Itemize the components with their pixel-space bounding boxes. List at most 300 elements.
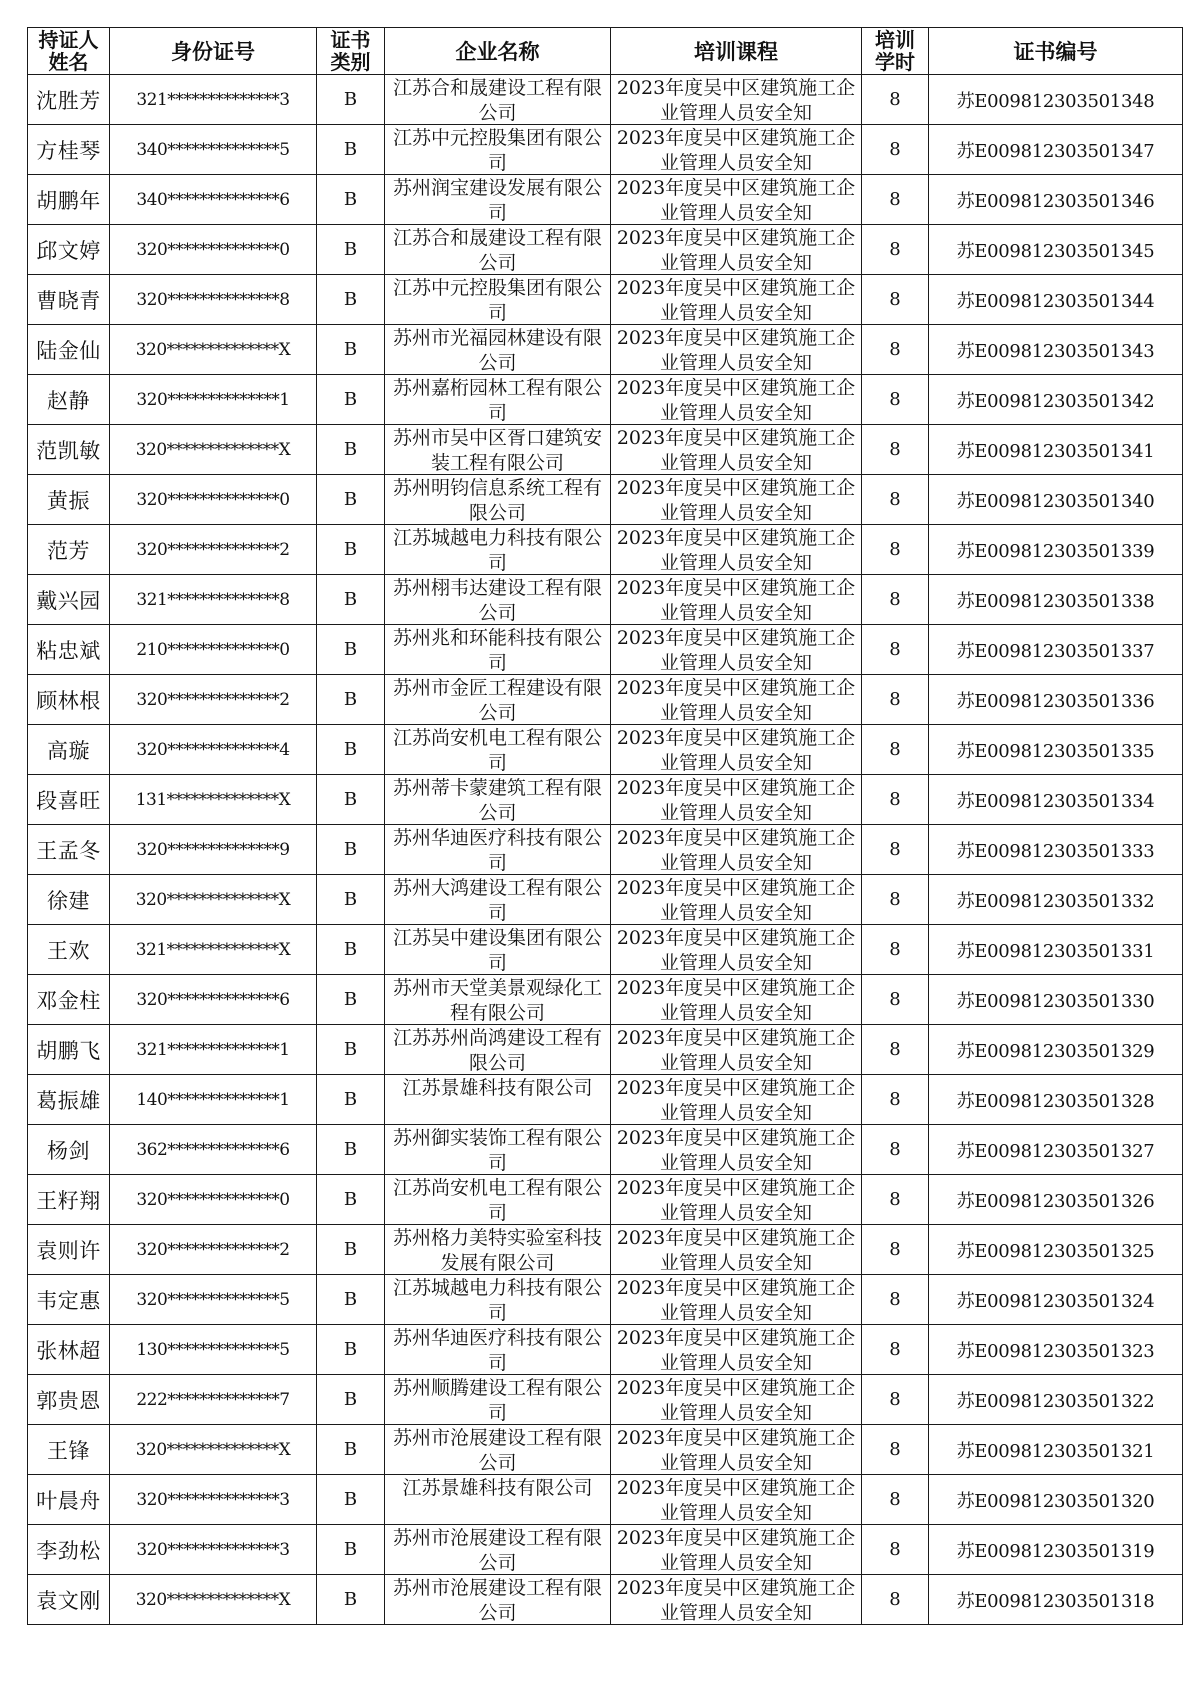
company-cell-wrap xyxy=(385,425,610,474)
holder-name-cell: 方桂琴 xyxy=(28,125,110,175)
company-cell-text: 苏州市金匠工程建设有限公司 xyxy=(392,677,602,724)
id-number-cell: 321**************3 xyxy=(110,75,317,125)
certificate-roster-sheet xyxy=(27,27,1182,1625)
company-cell xyxy=(385,975,611,1025)
course-cell-text: 2023年度吴中区建筑施工企业管理人员安全知 xyxy=(616,277,856,324)
company-cell-text: 江苏尚安机电工程有限公司 xyxy=(392,727,602,774)
cert-number-cell: 苏E009812303501346 xyxy=(929,175,1183,225)
course-cell-wrap xyxy=(611,75,861,124)
course-cell-text: 2023年度吴中区建筑施工企业管理人员安全知 xyxy=(616,127,856,174)
holder-name-cell: 王孟冬 xyxy=(28,825,110,875)
course-cell-wrap xyxy=(611,975,861,1024)
company-cell xyxy=(385,925,611,975)
id-number-cell: 320**************2 xyxy=(110,1225,317,1275)
hours-cell: 8 xyxy=(862,425,929,475)
course-cell xyxy=(611,925,862,975)
header-holder-name-line1: 持证人 xyxy=(38,28,99,52)
table-row xyxy=(28,325,1183,375)
cert-number-cell: 苏E009812303501332 xyxy=(929,875,1183,925)
company-cell-text: 江苏尚安机电工程有限公司 xyxy=(392,1177,602,1224)
company-cell xyxy=(385,1175,611,1225)
table-body xyxy=(28,75,1183,1625)
table-row xyxy=(28,75,1183,125)
company-cell-text: 江苏景雄科技有限公司 xyxy=(402,1477,593,1499)
id-number-cell: 320**************X xyxy=(110,425,317,475)
cert-type-cell: B xyxy=(317,875,385,925)
course-cell-text: 2023年度吴中区建筑施工企业管理人员安全知 xyxy=(616,477,856,524)
company-cell-text: 苏州润宝建设发展有限公司 xyxy=(392,177,602,224)
cert-type-cell: B xyxy=(317,475,385,525)
course-cell-text: 2023年度吴中区建筑施工企业管理人员安全知 xyxy=(616,1377,856,1424)
cert-type-cell: B xyxy=(317,275,385,325)
course-cell xyxy=(611,1475,862,1525)
hours-cell: 8 xyxy=(862,725,929,775)
course-cell-text: 2023年度吴中区建筑施工企业管理人员安全知 xyxy=(616,1177,856,1224)
company-cell-wrap xyxy=(385,275,610,324)
company-cell xyxy=(385,275,611,325)
id-number-cell: 320**************4 xyxy=(110,725,317,775)
course-cell-text: 2023年度吴中区建筑施工企业管理人员安全知 xyxy=(616,1577,856,1624)
cert-type-cell: B xyxy=(317,125,385,175)
holder-name-cell: 胡鹏年 xyxy=(28,175,110,225)
table-row xyxy=(28,1325,1183,1375)
company-cell-text: 苏州市光福园林建设有限公司 xyxy=(392,327,602,374)
holder-name-cell: 范凯敏 xyxy=(28,425,110,475)
cert-type-cell: B xyxy=(317,1525,385,1575)
holder-name-cell: 张林超 xyxy=(28,1325,110,1375)
company-cell-wrap xyxy=(385,1525,610,1574)
course-cell-text: 2023年度吴中区建筑施工企业管理人员安全知 xyxy=(616,827,856,874)
cert-type-cell: B xyxy=(317,825,385,875)
course-cell-wrap xyxy=(611,325,861,374)
holder-name-cell: 赵静 xyxy=(28,375,110,425)
table-row xyxy=(28,375,1183,425)
hours-cell: 8 xyxy=(862,1125,929,1175)
header-company: 企业名称 xyxy=(385,28,611,75)
holder-name-cell: 陆金仙 xyxy=(28,325,110,375)
hours-cell: 8 xyxy=(862,175,929,225)
company-cell xyxy=(385,1425,611,1475)
cert-type-cell: B xyxy=(317,1325,385,1375)
course-cell-text: 2023年度吴中区建筑施工企业管理人员安全知 xyxy=(616,977,856,1024)
hours-cell: 8 xyxy=(862,1325,929,1375)
cert-type-cell: B xyxy=(317,1225,385,1275)
course-cell-text: 2023年度吴中区建筑施工企业管理人员安全知 xyxy=(616,1077,856,1124)
company-cell-wrap xyxy=(385,575,610,624)
company-cell-wrap xyxy=(385,325,610,374)
company-cell-text: 苏州市天堂美景观绿化工程有限公司 xyxy=(392,977,602,1024)
company-cell-wrap xyxy=(385,375,610,424)
id-number-cell: 320**************8 xyxy=(110,275,317,325)
hours-cell: 8 xyxy=(862,875,929,925)
id-number-cell: 321**************1 xyxy=(110,1025,317,1075)
course-cell-wrap xyxy=(611,1475,861,1524)
course-cell xyxy=(611,425,862,475)
course-cell xyxy=(611,525,862,575)
company-cell-wrap xyxy=(385,725,610,774)
header-hours xyxy=(862,28,929,75)
header-holder-name xyxy=(28,28,110,75)
course-cell xyxy=(611,975,862,1025)
cert-number-cell: 苏E009812303501341 xyxy=(929,425,1183,475)
company-cell-wrap xyxy=(385,225,610,274)
cert-type-cell: B xyxy=(317,375,385,425)
id-number-cell: 340**************5 xyxy=(110,125,317,175)
company-cell-text: 苏州市沧展建设工程有限公司 xyxy=(392,1427,602,1474)
cert-type-cell: B xyxy=(317,425,385,475)
hours-cell: 8 xyxy=(862,1425,929,1475)
company-cell-wrap xyxy=(385,1425,610,1474)
table-row xyxy=(28,575,1183,625)
company-cell-text: 苏州格力美特实验室科技发展有限公司 xyxy=(392,1227,602,1274)
holder-name-cell: 徐建 xyxy=(28,875,110,925)
course-cell-text: 2023年度吴中区建筑施工企业管理人员安全知 xyxy=(616,1277,856,1324)
course-cell xyxy=(611,625,862,675)
cert-number-cell: 苏E009812303501335 xyxy=(929,725,1183,775)
company-cell-wrap xyxy=(385,1075,610,1124)
course-cell-text: 2023年度吴中区建筑施工企业管理人员安全知 xyxy=(616,377,856,424)
cert-type-cell: B xyxy=(317,1075,385,1125)
cert-number-cell: 苏E009812303501348 xyxy=(929,75,1183,125)
company-cell-wrap xyxy=(385,825,610,874)
id-number-cell: 320**************X xyxy=(110,875,317,925)
header-cert-type xyxy=(317,28,385,75)
company-cell-wrap xyxy=(385,975,610,1024)
hours-cell: 8 xyxy=(862,625,929,675)
course-cell-text: 2023年度吴中区建筑施工企业管理人员安全知 xyxy=(616,227,856,274)
id-number-cell: 320**************X xyxy=(110,1575,317,1625)
hours-cell: 8 xyxy=(862,675,929,725)
cert-number-cell: 苏E009812303501322 xyxy=(929,1375,1183,1425)
cert-type-cell: B xyxy=(317,575,385,625)
holder-name-cell: 范芳 xyxy=(28,525,110,575)
company-cell-wrap xyxy=(385,1225,610,1274)
company-cell xyxy=(385,775,611,825)
holder-name-cell: 袁则许 xyxy=(28,1225,110,1275)
id-number-cell: 320**************3 xyxy=(110,1525,317,1575)
cert-type-cell: B xyxy=(317,525,385,575)
course-cell-wrap xyxy=(611,425,861,474)
holder-name-cell: 郭贵恩 xyxy=(28,1375,110,1425)
course-cell-wrap xyxy=(611,1025,861,1074)
cert-number-cell: 苏E009812303501327 xyxy=(929,1125,1183,1175)
table-row xyxy=(28,1475,1183,1525)
hours-cell: 8 xyxy=(862,1525,929,1575)
course-cell-text: 2023年度吴中区建筑施工企业管理人员安全知 xyxy=(616,1477,856,1524)
cert-number-cell: 苏E009812303501333 xyxy=(929,825,1183,875)
cert-type-cell: B xyxy=(317,325,385,375)
course-cell xyxy=(611,1125,862,1175)
company-cell-text: 苏州蒂卡蒙建筑工程有限公司 xyxy=(392,777,602,824)
id-number-cell: 130**************5 xyxy=(110,1325,317,1375)
company-cell-wrap xyxy=(385,1575,610,1624)
cert-number-cell: 苏E009812303501342 xyxy=(929,375,1183,425)
course-cell-wrap xyxy=(611,575,861,624)
course-cell-text: 2023年度吴中区建筑施工企业管理人员安全知 xyxy=(616,427,856,474)
header-course: 培训课程 xyxy=(611,28,862,75)
table-row xyxy=(28,1375,1183,1425)
course-cell-wrap xyxy=(611,775,861,824)
cert-type-cell: B xyxy=(317,625,385,675)
hours-cell: 8 xyxy=(862,325,929,375)
header-hours-line1: 培训 xyxy=(875,28,915,52)
cert-number-cell: 苏E009812303501340 xyxy=(929,475,1183,525)
table-row xyxy=(28,675,1183,725)
cert-type-cell: B xyxy=(317,1125,385,1175)
company-cell-wrap xyxy=(385,525,610,574)
course-cell-wrap xyxy=(611,1275,861,1324)
company-cell xyxy=(385,1475,611,1525)
course-cell-text: 2023年度吴中区建筑施工企业管理人员安全知 xyxy=(616,627,856,674)
course-cell xyxy=(611,725,862,775)
holder-name-cell: 顾林根 xyxy=(28,675,110,725)
table-row xyxy=(28,825,1183,875)
id-number-cell: 210**************0 xyxy=(110,625,317,675)
holder-name-cell: 王锋 xyxy=(28,1425,110,1475)
table-row xyxy=(28,1025,1183,1075)
course-cell-wrap xyxy=(611,1225,861,1274)
company-cell xyxy=(385,125,611,175)
company-cell xyxy=(385,1325,611,1375)
cert-number-cell: 苏E009812303501328 xyxy=(929,1075,1183,1125)
id-number-cell: 320**************X xyxy=(110,325,317,375)
course-cell xyxy=(611,1375,862,1425)
cert-number-cell: 苏E009812303501344 xyxy=(929,275,1183,325)
company-cell-wrap xyxy=(385,1125,610,1174)
course-cell-text: 2023年度吴中区建筑施工企业管理人员安全知 xyxy=(616,327,856,374)
course-cell xyxy=(611,875,862,925)
course-cell xyxy=(611,275,862,325)
company-cell xyxy=(385,1375,611,1425)
course-cell-text: 2023年度吴中区建筑施工企业管理人员安全知 xyxy=(616,1027,856,1074)
table-row xyxy=(28,875,1183,925)
company-cell-text: 江苏苏州尚鸿建设工程有限公司 xyxy=(392,1027,602,1074)
header-row xyxy=(28,28,1183,75)
table-row xyxy=(28,525,1183,575)
hours-cell: 8 xyxy=(862,1175,929,1225)
course-cell xyxy=(611,175,862,225)
company-cell-text: 苏州嘉桁园林工程有限公司 xyxy=(392,377,602,424)
holder-name-cell: 沈胜芳 xyxy=(28,75,110,125)
course-cell-text: 2023年度吴中区建筑施工企业管理人员安全知 xyxy=(616,1227,856,1274)
course-cell-text: 2023年度吴中区建筑施工企业管理人员安全知 xyxy=(616,577,856,624)
company-cell xyxy=(385,875,611,925)
company-cell-wrap xyxy=(385,75,610,124)
course-cell xyxy=(611,75,862,125)
table-header xyxy=(28,28,1183,75)
course-cell-text: 2023年度吴中区建筑施工企业管理人员安全知 xyxy=(616,527,856,574)
course-cell xyxy=(611,1025,862,1075)
company-cell-wrap xyxy=(385,125,610,174)
cert-number-cell: 苏E009812303501330 xyxy=(929,975,1183,1025)
id-number-cell: 131**************X xyxy=(110,775,317,825)
table-row xyxy=(28,125,1183,175)
course-cell-wrap xyxy=(611,1175,861,1224)
course-cell-wrap xyxy=(611,825,861,874)
header-id-number: 身份证号 xyxy=(110,28,317,75)
course-cell-wrap xyxy=(611,1125,861,1174)
id-number-cell: 320**************2 xyxy=(110,675,317,725)
id-number-cell: 320**************0 xyxy=(110,1175,317,1225)
company-cell-text: 江苏城越电力科技有限公司 xyxy=(392,527,602,574)
cert-number-cell: 苏E009812303501320 xyxy=(929,1475,1183,1525)
cert-number-cell: 苏E009812303501325 xyxy=(929,1225,1183,1275)
cert-number-cell: 苏E009812303501336 xyxy=(929,675,1183,725)
company-cell xyxy=(385,625,611,675)
cert-number-cell: 苏E009812303501345 xyxy=(929,225,1183,275)
header-cert-type-line1: 证书 xyxy=(330,28,371,52)
company-cell-text: 苏州明钧信息系统工程有限公司 xyxy=(392,477,602,524)
header-cert-type-line2: 类别 xyxy=(330,50,371,74)
company-cell-text: 苏州市沧展建设工程有限公司 xyxy=(392,1577,602,1624)
company-cell-text: 苏州栩韦达建设工程有限公司 xyxy=(392,577,602,624)
cert-type-cell: B xyxy=(317,75,385,125)
course-cell-wrap xyxy=(611,875,861,924)
company-cell-wrap xyxy=(385,1325,610,1374)
course-cell xyxy=(611,825,862,875)
course-cell-text: 2023年度吴中区建筑施工企业管理人员安全知 xyxy=(616,1127,856,1174)
course-cell xyxy=(611,1575,862,1625)
course-cell-wrap xyxy=(611,925,861,974)
company-cell-text: 江苏合和晟建设工程有限公司 xyxy=(392,227,602,274)
company-cell-text: 苏州华迪医疗科技有限公司 xyxy=(392,827,602,874)
course-cell-wrap xyxy=(611,1325,861,1374)
company-cell-text: 江苏景雄科技有限公司 xyxy=(402,1077,593,1099)
cert-type-cell: B xyxy=(317,1575,385,1625)
table-row xyxy=(28,1425,1183,1475)
table-row xyxy=(28,975,1183,1025)
hours-cell: 8 xyxy=(862,975,929,1025)
company-cell xyxy=(385,725,611,775)
course-cell-wrap xyxy=(611,125,861,174)
course-cell xyxy=(611,1325,862,1375)
course-cell xyxy=(611,675,862,725)
course-cell-wrap xyxy=(611,225,861,274)
cert-type-cell: B xyxy=(317,225,385,275)
hours-cell: 8 xyxy=(862,1225,929,1275)
cert-type-cell: B xyxy=(317,1375,385,1425)
table-row xyxy=(28,475,1183,525)
holder-name-cell: 李劲松 xyxy=(28,1525,110,1575)
hours-cell: 8 xyxy=(862,825,929,875)
company-cell-wrap xyxy=(385,1025,610,1074)
course-cell-text: 2023年度吴中区建筑施工企业管理人员安全知 xyxy=(616,1327,856,1374)
header-hours-line2: 学时 xyxy=(875,50,915,74)
hours-cell: 8 xyxy=(862,1475,929,1525)
cert-type-cell: B xyxy=(317,1275,385,1325)
course-cell-text: 2023年度吴中区建筑施工企业管理人员安全知 xyxy=(616,1427,856,1474)
company-cell xyxy=(385,425,611,475)
course-cell-text: 2023年度吴中区建筑施工企业管理人员安全知 xyxy=(616,677,856,724)
id-number-cell: 362**************6 xyxy=(110,1125,317,1175)
hours-cell: 8 xyxy=(862,475,929,525)
course-cell xyxy=(611,1275,862,1325)
header-cert-number: 证书编号 xyxy=(929,28,1183,75)
course-cell-text: 2023年度吴中区建筑施工企业管理人员安全知 xyxy=(616,77,856,124)
holder-name-cell: 王欢 xyxy=(28,925,110,975)
hours-cell: 8 xyxy=(862,225,929,275)
company-cell-wrap xyxy=(385,175,610,224)
company-cell xyxy=(385,375,611,425)
id-number-cell: 320**************1 xyxy=(110,375,317,425)
id-number-cell: 320**************0 xyxy=(110,225,317,275)
hours-cell: 8 xyxy=(862,775,929,825)
company-cell xyxy=(385,1125,611,1175)
cert-type-cell: B xyxy=(317,1475,385,1525)
id-number-cell: 340**************6 xyxy=(110,175,317,225)
company-cell-text: 苏州市吴中区胥口建筑安装工程有限公司 xyxy=(392,427,602,474)
company-cell xyxy=(385,675,611,725)
hours-cell: 8 xyxy=(862,75,929,125)
course-cell xyxy=(611,575,862,625)
company-cell-wrap xyxy=(385,1275,610,1324)
company-cell xyxy=(385,475,611,525)
company-cell xyxy=(385,75,611,125)
id-number-cell: 320**************X xyxy=(110,1425,317,1475)
holder-name-cell: 高璇 xyxy=(28,725,110,775)
cert-type-cell: B xyxy=(317,975,385,1025)
id-number-cell: 321**************X xyxy=(110,925,317,975)
course-cell-wrap xyxy=(611,1375,861,1424)
id-number-cell: 320**************0 xyxy=(110,475,317,525)
company-cell-text: 苏州御实装饰工程有限公司 xyxy=(392,1127,602,1174)
company-cell-text: 苏州华迪医疗科技有限公司 xyxy=(392,1327,602,1374)
id-number-cell: 321**************8 xyxy=(110,575,317,625)
company-cell xyxy=(385,225,611,275)
course-cell-wrap xyxy=(611,725,861,774)
course-cell-wrap xyxy=(611,1575,861,1624)
company-cell-wrap xyxy=(385,675,610,724)
holder-name-cell: 邱文婷 xyxy=(28,225,110,275)
hours-cell: 8 xyxy=(862,1075,929,1125)
company-cell-wrap xyxy=(385,1475,610,1524)
company-cell-text: 江苏合和晟建设工程有限公司 xyxy=(392,77,602,124)
course-cell-text: 2023年度吴中区建筑施工企业管理人员安全知 xyxy=(616,1527,856,1574)
cert-number-cell: 苏E009812303501338 xyxy=(929,575,1183,625)
hours-cell: 8 xyxy=(862,375,929,425)
company-cell-text: 苏州兆和环能科技有限公司 xyxy=(392,627,602,674)
cert-number-cell: 苏E009812303501329 xyxy=(929,1025,1183,1075)
company-cell-text: 江苏城越电力科技有限公司 xyxy=(392,1277,602,1324)
cert-type-cell: B xyxy=(317,1025,385,1075)
company-cell-text: 江苏吴中建设集团有限公司 xyxy=(392,927,602,974)
cert-number-cell: 苏E009812303501347 xyxy=(929,125,1183,175)
cert-type-cell: B xyxy=(317,1175,385,1225)
course-cell xyxy=(611,375,862,425)
company-cell xyxy=(385,1275,611,1325)
course-cell-text: 2023年度吴中区建筑施工企业管理人员安全知 xyxy=(616,927,856,974)
hours-cell: 8 xyxy=(862,1575,929,1625)
course-cell xyxy=(611,325,862,375)
course-cell xyxy=(611,475,862,525)
hours-cell: 8 xyxy=(862,1025,929,1075)
cert-number-cell: 苏E009812303501343 xyxy=(929,325,1183,375)
course-cell-text: 2023年度吴中区建筑施工企业管理人员安全知 xyxy=(616,177,856,224)
id-number-cell: 320**************6 xyxy=(110,975,317,1025)
id-number-cell: 320**************2 xyxy=(110,525,317,575)
hours-cell: 8 xyxy=(862,1275,929,1325)
hours-cell: 8 xyxy=(862,1375,929,1425)
course-cell-wrap xyxy=(611,375,861,424)
cert-type-cell: B xyxy=(317,775,385,825)
holder-name-cell: 葛振雄 xyxy=(28,1075,110,1125)
holder-name-cell: 王籽翔 xyxy=(28,1175,110,1225)
cert-number-cell: 苏E009812303501326 xyxy=(929,1175,1183,1225)
company-cell-wrap xyxy=(385,925,610,974)
id-number-cell: 222**************7 xyxy=(110,1375,317,1425)
cert-number-cell: 苏E009812303501321 xyxy=(929,1425,1183,1475)
table-row xyxy=(28,175,1183,225)
